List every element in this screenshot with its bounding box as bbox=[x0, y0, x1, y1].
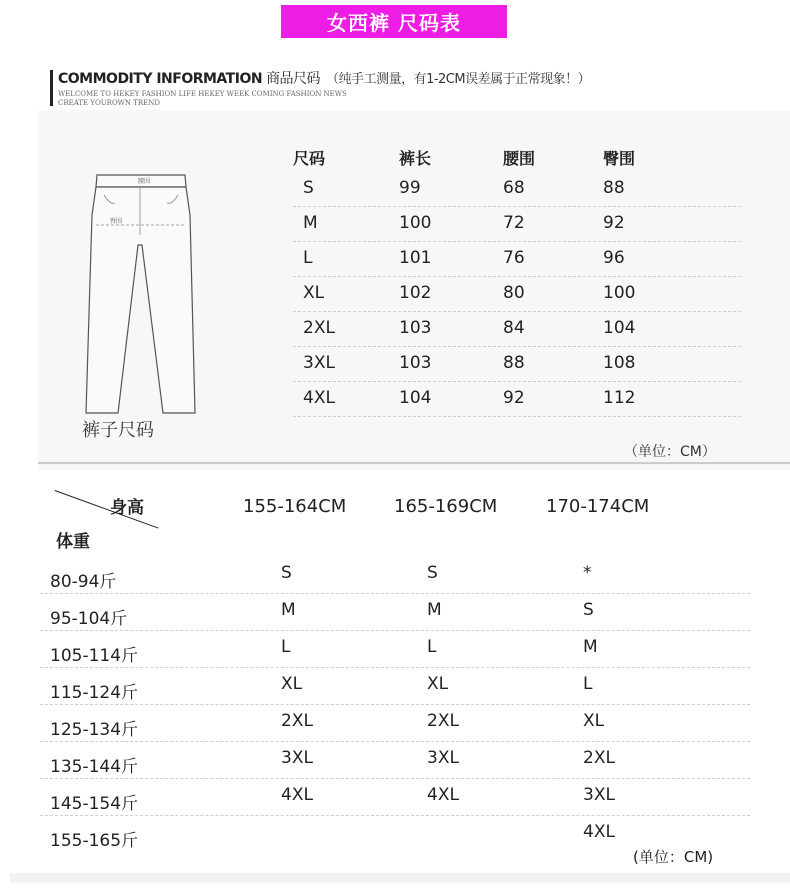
size-cell: 3XL bbox=[303, 353, 335, 373]
fit-cell: L bbox=[583, 674, 593, 694]
header-note: （纯手工测量，有1-2CM误差属于正常现象！） bbox=[326, 72, 591, 87]
waist-cell: 80 bbox=[503, 283, 525, 303]
size-row bbox=[293, 347, 741, 382]
height-column-2: 165-169CM bbox=[394, 496, 498, 517]
fit-cell: 3XL bbox=[583, 785, 615, 805]
fit-cell: M bbox=[427, 600, 442, 620]
fit-row bbox=[40, 779, 750, 816]
waist-cell: 68 bbox=[503, 178, 525, 198]
length-cell: 101 bbox=[399, 248, 432, 268]
fit-cell: S bbox=[281, 563, 292, 583]
waist-cell: 84 bbox=[503, 318, 525, 338]
fit-table-unit: (单位：CM) bbox=[633, 848, 714, 866]
fit-cell: * bbox=[583, 563, 592, 583]
pants-illustration bbox=[60, 155, 260, 435]
header-subtitle bbox=[58, 90, 378, 108]
weight-cell: 105-114斤 bbox=[50, 646, 139, 666]
hip-cell: 88 bbox=[603, 178, 625, 198]
fit-row bbox=[40, 631, 750, 668]
size-table-unit: （单位：CM） bbox=[624, 444, 716, 460]
fit-cell: 2XL bbox=[281, 711, 313, 731]
header-title-cn: 商品尺码 bbox=[266, 71, 321, 87]
fit-cell: 3XL bbox=[281, 748, 313, 768]
size-row bbox=[293, 207, 741, 242]
size-row bbox=[293, 382, 741, 417]
waist-cell: 76 bbox=[503, 248, 525, 268]
length-cell: 99 bbox=[399, 178, 421, 198]
header-title bbox=[58, 68, 590, 88]
size-row bbox=[293, 242, 741, 277]
fit-cell: XL bbox=[427, 674, 449, 694]
header-title-en: COMMODITY INFORMATION bbox=[58, 71, 263, 87]
hip-cell: 108 bbox=[603, 353, 636, 373]
size-header-waist: 腰围 bbox=[503, 149, 536, 168]
fit-cell: S bbox=[583, 600, 594, 620]
fit-row bbox=[40, 705, 750, 742]
header-subtitle-line2: CREATE YOUROWN TREND bbox=[58, 99, 161, 107]
fit-row bbox=[40, 742, 750, 779]
length-cell: 100 bbox=[399, 213, 432, 233]
weight-cell: 95-104斤 bbox=[50, 609, 128, 629]
hip-cell: 112 bbox=[603, 388, 636, 408]
header-accent-bar bbox=[50, 70, 53, 106]
fit-cell: XL bbox=[281, 674, 303, 694]
pants-icon bbox=[60, 155, 260, 435]
hip-cell: 100 bbox=[603, 283, 636, 303]
fit-cell: 4XL bbox=[281, 785, 313, 805]
hip-cell: 104 bbox=[603, 318, 636, 338]
fit-cell: M bbox=[281, 600, 296, 620]
waist-cell: 92 bbox=[503, 388, 525, 408]
weight-cell: 135-144斤 bbox=[50, 757, 139, 777]
length-cell: 102 bbox=[399, 283, 432, 303]
size-row bbox=[293, 312, 741, 347]
hip-label: 臀围 bbox=[110, 218, 123, 225]
fit-row bbox=[40, 594, 750, 631]
length-cell: 103 bbox=[399, 318, 432, 338]
length-cell: 103 bbox=[399, 353, 432, 373]
fit-cell: S bbox=[427, 563, 438, 583]
title-banner: 女西裤 尺码表 bbox=[281, 5, 507, 38]
weight-cell: 155-165斤 bbox=[50, 831, 139, 851]
fit-cell: L bbox=[281, 637, 291, 657]
size-cell: 2XL bbox=[303, 318, 335, 338]
waist-label: 腰围 bbox=[138, 178, 151, 185]
pants-caption: 裤子尺码 bbox=[82, 420, 154, 441]
height-label: 身高 bbox=[110, 498, 144, 518]
waist-cell: 88 bbox=[503, 353, 525, 373]
size-table-header bbox=[293, 140, 741, 172]
size-cell: L bbox=[303, 248, 313, 268]
hip-cell: 96 bbox=[603, 248, 625, 268]
weight-cell: 80-94斤 bbox=[50, 572, 117, 592]
length-cell: 104 bbox=[399, 388, 432, 408]
weight-label: 体重 bbox=[56, 532, 90, 552]
weight-cell: 145-154斤 bbox=[50, 794, 139, 814]
size-cell: XL bbox=[303, 283, 325, 303]
bottom-border bbox=[10, 873, 790, 883]
fit-cell: 4XL bbox=[583, 822, 615, 842]
fit-row bbox=[40, 557, 750, 594]
weight-cell: 125-134斤 bbox=[50, 720, 139, 740]
waist-cell: 72 bbox=[503, 213, 525, 233]
header-subtitle-line1: WELCOME TO HEKEY FASHION LIFE HEKEY WEEK COMING FASHION NEWS bbox=[58, 90, 347, 98]
height-column-1: 155-164CM bbox=[243, 496, 347, 517]
height-column-3: 170-174CM bbox=[546, 496, 650, 517]
fit-cell: 4XL bbox=[427, 785, 459, 805]
section-divider bbox=[38, 462, 790, 464]
weight-cell: 115-124斤 bbox=[50, 683, 139, 703]
fit-table bbox=[40, 557, 750, 852]
size-cell: 4XL bbox=[303, 388, 335, 408]
size-cell: M bbox=[303, 213, 318, 233]
size-header-length: 裤长 bbox=[399, 149, 432, 168]
fit-cell: 2XL bbox=[427, 711, 459, 731]
size-table bbox=[293, 140, 741, 417]
size-header-size: 尺码 bbox=[293, 149, 326, 168]
fit-row bbox=[40, 668, 750, 705]
fit-cell: XL bbox=[583, 711, 605, 731]
size-cell: S bbox=[303, 178, 314, 198]
size-row bbox=[293, 277, 741, 312]
fit-cell: M bbox=[583, 637, 598, 657]
fit-cell: L bbox=[427, 637, 437, 657]
size-header-hip: 臀围 bbox=[603, 149, 636, 168]
fit-cell: 2XL bbox=[583, 748, 615, 768]
size-row bbox=[293, 172, 741, 207]
hip-cell: 92 bbox=[603, 213, 625, 233]
fit-cell: 3XL bbox=[427, 748, 459, 768]
